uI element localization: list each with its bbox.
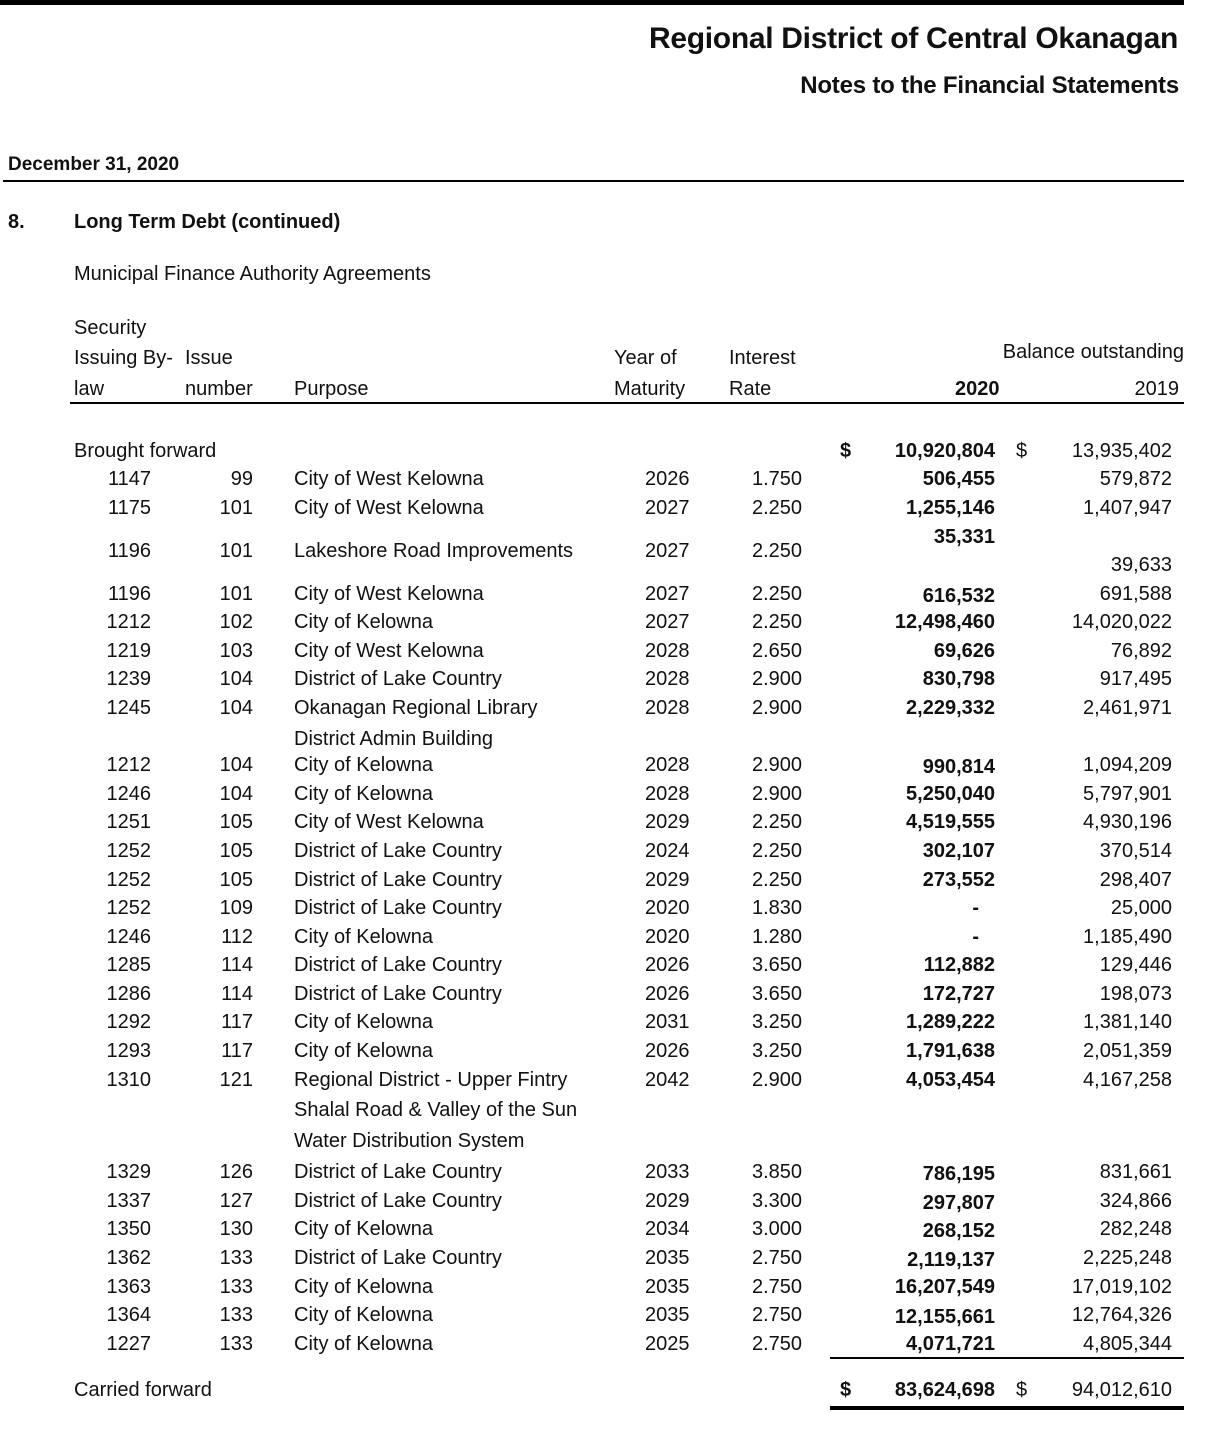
purpose-cell: City of West Kelowna <box>294 811 484 833</box>
purpose-cell: Okanagan Regional Library <box>294 697 538 719</box>
year-cell: 2026 <box>645 1040 690 1062</box>
balance-2020-cell: 506,455 <box>922 468 995 490</box>
table-row <box>0 840 1209 868</box>
carried-forward-row <box>0 1379 1209 1407</box>
table-row <box>0 468 1209 496</box>
bylaw-cell: 1239 <box>106 668 151 690</box>
purpose-cell: District of Lake Country <box>294 840 502 862</box>
bylaw-cell: 1337 <box>106 1190 151 1212</box>
purpose-continuation: Water Distribution System <box>294 1130 525 1152</box>
note-title: Long Term Debt (continued) <box>74 211 341 233</box>
balance-2019-cell: 1,185,490 <box>1083 926 1172 948</box>
balance-2019-cell: 4,167,258 <box>1083 1069 1172 1091</box>
bylaw-cell: 1364 <box>106 1304 151 1326</box>
rate-cell: 3.650 <box>752 954 803 976</box>
rate-cell: 2.900 <box>752 754 803 776</box>
bylaw-cell: 1246 <box>106 926 151 948</box>
bylaw-cell: 1196 <box>107 540 151 562</box>
header-rate-line2: Rate <box>729 378 772 400</box>
purpose-continuation: District Admin Building <box>294 728 493 750</box>
purpose-cell: District of Lake Country <box>294 1190 502 1212</box>
year-cell: 2042 <box>645 1069 690 1091</box>
purpose-cell: Lakeshore Road Improvements <box>294 540 574 562</box>
balance-2020-cell: 268,152 <box>922 1220 995 1242</box>
rate-cell: 2.250 <box>752 611 803 633</box>
purpose-cell: City of Kelowna <box>294 1333 433 1355</box>
rate-cell: 1.750 <box>752 468 803 490</box>
year-cell: 2027 <box>645 540 690 562</box>
balance-2019-cell: 917,495 <box>1099 668 1172 690</box>
bylaw-cell: 1329 <box>106 1161 151 1183</box>
issue-cell: 114 <box>221 954 253 976</box>
table-row <box>0 754 1209 782</box>
issue-cell: 109 <box>219 897 253 919</box>
table-row <box>0 954 1209 982</box>
year-cell: 2025 <box>645 1333 690 1355</box>
purpose-cell: City of West Kelowna <box>294 497 484 519</box>
year-cell: 2027 <box>645 611 690 633</box>
year-cell: 2028 <box>645 754 690 776</box>
balance-2019-cell: 298,407 <box>1099 869 1172 891</box>
brought-forward-row <box>0 440 1209 468</box>
issue-cell: 101 <box>219 540 253 562</box>
table-row <box>0 697 1209 725</box>
brought-forward-label: Brought forward <box>74 440 217 462</box>
document-subtitle: Notes to the Financial Statements <box>800 72 1179 99</box>
table-row <box>0 811 1209 839</box>
currency-symbol: $ <box>1016 440 1028 462</box>
table-row <box>0 1304 1209 1332</box>
table-row <box>0 1011 1209 1039</box>
balance-2019-cell: 324,866 <box>1099 1190 1172 1212</box>
balance-2020-cell: 830,798 <box>922 668 995 690</box>
balance-2019-cell: 14,020,022 <box>1071 611 1172 633</box>
balance-2020-cell: 1,289,222 <box>906 1011 995 1033</box>
carried-forward-2019: 94,012,610 <box>1071 1379 1172 1401</box>
balance-2019-cell: 2,225,248 <box>1083 1247 1172 1269</box>
issue-cell: 104 <box>219 754 253 776</box>
balance-2019-cell: 282,248 <box>1099 1218 1172 1240</box>
statement-date: December 31, 2020 <box>8 154 180 175</box>
bylaw-cell: 1212 <box>106 611 151 633</box>
issue-cell: 102 <box>219 611 253 633</box>
bylaw-cell: 1246 <box>106 783 151 805</box>
subtotal-rule <box>830 1357 1184 1359</box>
balance-2020-cell: 112,882 <box>923 954 995 976</box>
purpose-cell: City of Kelowna <box>294 783 433 805</box>
currency-symbol: $ <box>1016 1379 1028 1401</box>
balance-2019-cell: 2,461,971 <box>1083 697 1172 719</box>
table-row <box>0 640 1209 668</box>
balance-2020-cell: 297,807 <box>922 1192 995 1214</box>
balance-2019-cell: 2,051,359 <box>1083 1040 1172 1062</box>
purpose-continuation: Shalal Road & Valley of the Sun <box>294 1099 578 1121</box>
purpose-cell: Regional District - Upper Fintry <box>294 1069 568 1091</box>
purpose-cell: District of Lake Country <box>294 668 502 690</box>
purpose-cell: District of Lake Country <box>294 869 502 891</box>
rate-cell: 2.250 <box>752 811 803 833</box>
purpose-cell: City of Kelowna <box>294 1218 433 1240</box>
balance-2020-cell: 12,155,661 <box>894 1306 995 1328</box>
balance-2019-cell: 1,381,140 <box>1083 1011 1172 1033</box>
issue-cell: 101 <box>219 497 253 519</box>
balance-2019-cell: 129,446 <box>1099 954 1172 976</box>
rate-cell: 2.250 <box>752 583 803 605</box>
header-bylaw-line3: law <box>74 378 105 400</box>
rate-cell: 2.900 <box>752 1069 803 1091</box>
header-2019: 2019 <box>1134 378 1179 400</box>
table-row <box>0 1161 1209 1189</box>
issue-cell: 117 <box>221 1040 253 1062</box>
balance-2019-cell: 12,764,326 <box>1071 1304 1172 1326</box>
purpose-cell: District of Lake Country <box>294 1161 502 1183</box>
balance-2019-cell: 579,872 <box>1099 468 1172 490</box>
rate-cell: 3.650 <box>752 983 803 1005</box>
header-bylaw-line1: Security <box>74 317 147 339</box>
balance-2020-cell: 1,255,146 <box>906 497 995 519</box>
purpose-cell: City of Kelowna <box>294 1040 433 1062</box>
rate-cell: 2.750 <box>752 1247 803 1269</box>
year-cell: 2028 <box>645 640 690 662</box>
year-cell: 2029 <box>645 1190 690 1212</box>
issue-cell: 99 <box>230 468 253 490</box>
issue-cell: 103 <box>219 640 253 662</box>
bylaw-cell: 1251 <box>106 811 151 833</box>
balance-2020-cell: - <box>972 897 979 919</box>
balance-2019-cell: 1,094,209 <box>1083 754 1172 776</box>
table-row <box>0 869 1209 897</box>
table-row <box>0 611 1209 639</box>
bylaw-cell: 1252 <box>106 840 151 862</box>
balance-2020-cell: 69,626 <box>933 640 995 662</box>
purpose-cell: District of Lake Country <box>294 983 502 1005</box>
bylaw-cell: 1363 <box>106 1276 151 1298</box>
carried-forward-2020: 83,624,698 <box>894 1379 995 1401</box>
organization-title: Regional District of Central Okanagan <box>648 22 1178 55</box>
bylaw-cell: 1227 <box>106 1333 151 1355</box>
purpose-cell: District of Lake Country <box>294 897 502 919</box>
bylaw-cell: 1362 <box>106 1247 151 1269</box>
top-border-rule <box>0 0 1184 5</box>
year-cell: 2020 <box>645 897 690 919</box>
rate-cell: 2.650 <box>752 640 803 662</box>
purpose-cell: District of Lake Country <box>294 954 502 976</box>
rate-cell: 1.280 <box>752 926 803 948</box>
balance-2019-cell: 4,930,196 <box>1083 811 1172 833</box>
issue-cell: 104 <box>219 697 253 719</box>
year-cell: 2029 <box>645 869 690 891</box>
table-row <box>0 526 1209 576</box>
rate-cell: 2.900 <box>752 783 803 805</box>
balance-2019-cell: 691,588 <box>1099 583 1172 605</box>
year-cell: 2034 <box>645 1218 690 1240</box>
year-cell: 2029 <box>645 811 690 833</box>
header-purpose: Purpose <box>294 378 369 400</box>
issue-cell: 105 <box>219 840 253 862</box>
year-cell: 2024 <box>645 840 690 862</box>
total-double-rule <box>830 1406 1184 1410</box>
bylaw-cell: 1285 <box>106 954 151 976</box>
balance-2020-cell: 990,814 <box>922 756 995 778</box>
year-cell: 2026 <box>645 954 690 976</box>
table-row <box>0 983 1209 1011</box>
balance-2020-cell: 172,727 <box>922 983 995 1005</box>
header-bylaw-line2: Issuing By- <box>74 347 173 369</box>
rate-cell: 2.750 <box>752 1276 803 1298</box>
table-row <box>0 783 1209 811</box>
bylaw-cell: 1350 <box>106 1218 151 1240</box>
rate-cell: 2.900 <box>752 668 803 690</box>
date-divider <box>3 180 1184 182</box>
table-row <box>0 1218 1209 1246</box>
issue-cell: 126 <box>219 1161 253 1183</box>
bylaw-cell: 1252 <box>106 869 151 891</box>
header-issue-line2: number <box>185 378 253 400</box>
header-rate-line1: Interest <box>729 347 796 369</box>
year-cell: 2026 <box>645 983 690 1005</box>
purpose-cell: City of Kelowna <box>294 1276 433 1298</box>
section-title: Municipal Finance Authority Agreements <box>74 263 431 285</box>
issue-cell: 112 <box>221 926 253 948</box>
currency-symbol: $ <box>840 1379 852 1401</box>
year-cell: 2027 <box>645 583 690 605</box>
issue-cell: 105 <box>219 869 253 891</box>
bylaw-cell: 1310 <box>106 1069 151 1091</box>
rate-cell: 3.250 <box>752 1040 803 1062</box>
balance-2019-cell: 831,661 <box>1099 1161 1172 1183</box>
balance-2019-cell: 4,805,344 <box>1083 1333 1172 1355</box>
table-row <box>0 497 1209 525</box>
purpose-cell: City of Kelowna <box>294 754 433 776</box>
balance-2020-cell: 5,250,040 <box>906 783 995 805</box>
year-cell: 2028 <box>645 668 690 690</box>
rate-cell: 1.830 <box>752 897 803 919</box>
header-2020: 2020 <box>955 378 1000 400</box>
brought-forward-2020: 10,920,804 <box>894 440 995 462</box>
purpose-cell: City of Kelowna <box>294 926 433 948</box>
year-cell: 2020 <box>645 926 690 948</box>
table-row <box>0 1190 1209 1218</box>
balance-2019-cell: 5,797,901 <box>1083 783 1172 805</box>
balance-2020-cell: 1,791,638 <box>906 1040 995 1062</box>
issue-cell: 133 <box>219 1333 253 1355</box>
table-row <box>0 1069 1209 1097</box>
balance-2020-cell: 4,053,454 <box>906 1069 995 1091</box>
issue-cell: 127 <box>219 1190 253 1212</box>
table-row <box>0 668 1209 696</box>
year-cell: 2033 <box>645 1161 690 1183</box>
brought-forward-2019: 13,935,402 <box>1071 440 1172 462</box>
rate-cell: 2.900 <box>752 697 803 719</box>
issue-cell: 114 <box>221 983 253 1005</box>
balance-2020-cell: 302,107 <box>922 840 995 862</box>
year-cell: 2026 <box>645 468 690 490</box>
bylaw-cell: 1252 <box>106 897 151 919</box>
table-row <box>0 1040 1209 1068</box>
bylaw-cell: 1245 <box>106 697 151 719</box>
note-number: 8. <box>8 211 25 233</box>
bylaw-cell: 1219 <box>106 640 151 662</box>
balance-2020-cell: 786,195 <box>922 1163 995 1185</box>
issue-cell: 105 <box>219 811 253 833</box>
rate-cell: 2.250 <box>752 869 803 891</box>
issue-cell: 133 <box>219 1276 253 1298</box>
year-cell: 2035 <box>645 1304 690 1326</box>
rate-cell: 3.000 <box>752 1218 803 1240</box>
balance-2020-cell: 4,519,555 <box>906 811 995 833</box>
issue-cell: 104 <box>219 783 253 805</box>
table-row <box>0 1276 1209 1304</box>
issue-cell: 121 <box>219 1069 253 1091</box>
rate-cell: 3.300 <box>752 1190 803 1212</box>
header-year-line2: Maturity <box>614 378 686 400</box>
bylaw-cell: 1293 <box>106 1040 151 1062</box>
year-cell: 2035 <box>645 1247 690 1269</box>
rate-cell: 3.850 <box>752 1161 803 1183</box>
issue-cell: 133 <box>219 1247 253 1269</box>
bylaw-cell: 1175 <box>107 497 151 519</box>
balance-2019-cell: 370,514 <box>1099 840 1172 862</box>
header-divider <box>70 402 1184 404</box>
balance-2019-cell: 198,073 <box>1099 983 1172 1005</box>
rate-cell: 2.250 <box>752 540 803 562</box>
year-cell: 2031 <box>645 1011 690 1033</box>
bylaw-cell: 1212 <box>106 754 151 776</box>
issue-cell: 130 <box>219 1218 253 1240</box>
balance-2020-cell: 616,532 <box>922 585 995 607</box>
year-cell: 2027 <box>645 497 690 519</box>
bylaw-cell: 1196 <box>107 583 151 605</box>
issue-cell: 133 <box>219 1304 253 1326</box>
header-balance-outstanding: Balance outstanding <box>1002 341 1184 363</box>
purpose-cell: City of West Kelowna <box>294 468 484 490</box>
bylaw-cell: 1147 <box>107 468 151 490</box>
currency-symbol: $ <box>840 440 852 462</box>
balance-2020-cell: 12,498,460 <box>894 611 995 633</box>
purpose-cell: City of Kelowna <box>294 1304 433 1326</box>
rate-cell: 2.250 <box>752 840 803 862</box>
purpose-cell: City of West Kelowna <box>294 583 484 605</box>
rate-cell: 2.750 <box>752 1333 803 1355</box>
rate-cell: 2.250 <box>752 497 803 519</box>
year-cell: 2028 <box>645 697 690 719</box>
year-cell: 2028 <box>645 783 690 805</box>
balance-2019-cell: 39,633 <box>1110 554 1172 576</box>
purpose-cell: City of West Kelowna <box>294 640 484 662</box>
balance-2020-cell: 16,207,549 <box>894 1276 995 1298</box>
balance-2019-cell: 76,892 <box>1110 640 1172 662</box>
purpose-cell: District of Lake Country <box>294 1247 502 1269</box>
issue-cell: 117 <box>221 1011 253 1033</box>
balance-2020-cell: - <box>972 926 979 948</box>
year-cell: 2035 <box>645 1276 690 1298</box>
table-row <box>0 926 1209 954</box>
balance-2020-cell: 2,229,332 <box>906 697 995 719</box>
table-row <box>0 897 1209 925</box>
issue-cell: 101 <box>219 583 253 605</box>
balance-2020-cell: 35,331 <box>933 526 995 548</box>
balance-2019-cell: 25,000 <box>1110 897 1172 919</box>
purpose-cell: City of Kelowna <box>294 611 433 633</box>
header-issue-line1: Issue <box>185 347 233 369</box>
rate-cell: 2.750 <box>752 1304 803 1326</box>
carried-forward-label: Carried forward <box>74 1379 212 1401</box>
bylaw-cell: 1292 <box>106 1011 151 1033</box>
table-row <box>0 583 1209 611</box>
balance-2020-cell: 2,119,137 <box>907 1249 995 1271</box>
balance-2020-cell: 4,071,721 <box>906 1333 995 1355</box>
balance-2019-cell: 1,407,947 <box>1083 497 1172 519</box>
issue-cell: 104 <box>219 668 253 690</box>
balance-2019-cell: 17,019,102 <box>1071 1276 1172 1298</box>
purpose-cell: City of Kelowna <box>294 1011 433 1033</box>
bylaw-cell: 1286 <box>106 983 151 1005</box>
header-year-line1: Year of <box>614 347 677 369</box>
rate-cell: 3.250 <box>752 1011 803 1033</box>
table-row <box>0 1247 1209 1275</box>
balance-2020-cell: 273,552 <box>922 869 995 891</box>
